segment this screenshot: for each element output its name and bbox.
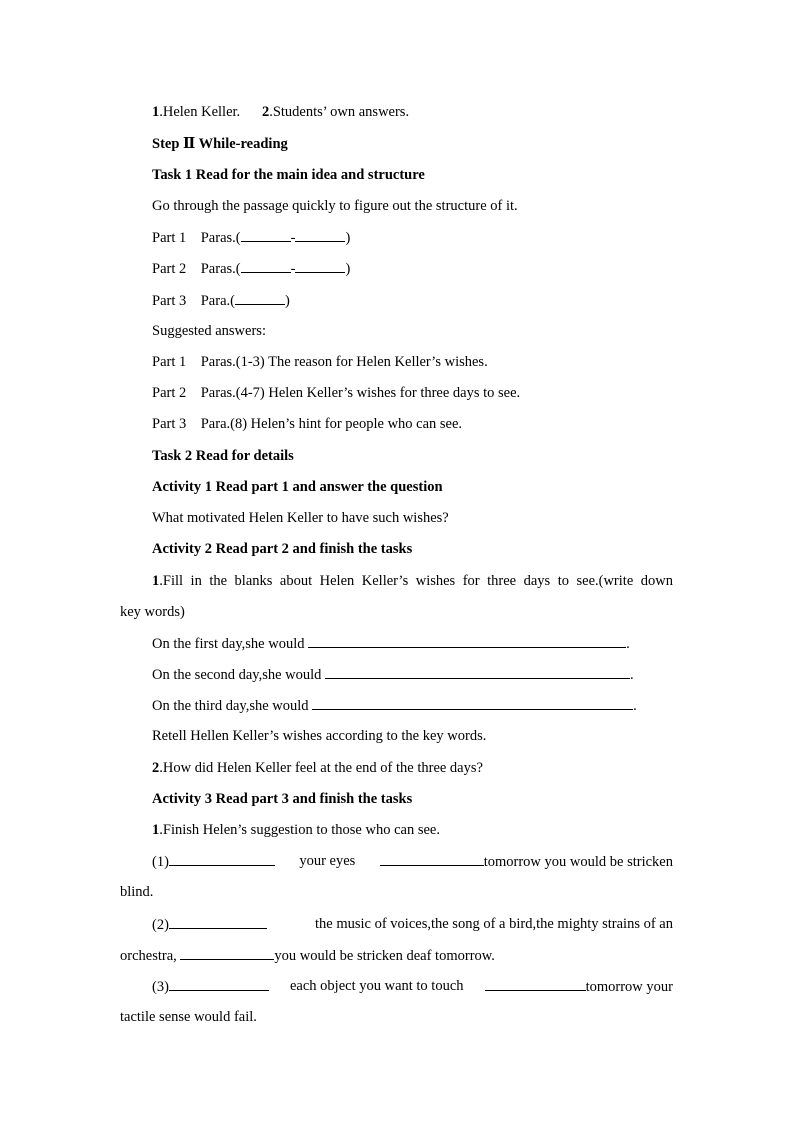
- intro-answers: [152, 103, 409, 121]
- paras-label: Para.(: [200, 293, 235, 309]
- activity2-q2: [152, 759, 483, 777]
- answer-text: Para.(8) Helen’s hint for people who can see.: [200, 416, 463, 432]
- sentence-number: (2): [152, 917, 169, 933]
- separator: -: [290, 230, 296, 246]
- day-row: [152, 696, 637, 715]
- answer-text: Paras.(1-3) The reason for Helen Keller’s wishes.: [200, 354, 488, 370]
- sentence-text: orchestra,: [120, 948, 177, 964]
- activity3-q1: [152, 821, 440, 839]
- close-paren: ): [345, 230, 351, 246]
- activity2-q1: [152, 572, 673, 590]
- part-label: Part 2: [152, 385, 187, 401]
- fill-blank[interactable]: [169, 852, 275, 866]
- sentence-text: tomorrow you would be stricken: [483, 854, 673, 870]
- activity2-heading: Activity 2 Read part 2 and finish the tasks: [152, 541, 413, 557]
- part-label: Part 3: [152, 293, 187, 309]
- answer-text: .Students’ own answers.: [269, 104, 410, 120]
- fill-blank[interactable]: [241, 259, 291, 273]
- sentence-number: (1): [152, 854, 169, 870]
- answer-row: [152, 353, 488, 371]
- question-text: .How did Helen Keller feel at the end of the three days?: [159, 760, 483, 776]
- part-blank-row: [152, 291, 290, 310]
- fill-blank[interactable]: [235, 291, 285, 305]
- task2-heading: Task 2 Read for details: [152, 448, 294, 464]
- answer-number: 2: [261, 104, 270, 120]
- period: .: [633, 698, 637, 714]
- activity2-q1-cont: key words): [120, 604, 185, 620]
- fill-blank[interactable]: [241, 228, 291, 242]
- day-text: On the second day,she would: [152, 667, 322, 683]
- answer-text: Paras.(4-7) Helen Keller’s wishes for three days to see.: [200, 385, 521, 401]
- answer-text: .Helen Keller.: [159, 104, 241, 120]
- suggestion-1-cont: blind.: [120, 884, 154, 900]
- task1-instruction: Go through the passage quickly to figure out the structure of it.: [152, 198, 518, 214]
- retell-instruction: Retell Hellen Keller’s wishes according to the key words.: [152, 728, 487, 744]
- activity1-heading: Activity 1 Read part 1 and answer the question: [152, 479, 443, 495]
- part-label: Part 1: [152, 354, 187, 370]
- suggestion-3-cont: tactile sense would fail.: [120, 1009, 257, 1025]
- period: .: [626, 636, 630, 652]
- suggested-answers-label: Suggested answers:: [152, 323, 266, 339]
- period: .: [630, 667, 634, 683]
- fill-blank[interactable]: [485, 977, 586, 991]
- question-number: 1: [152, 822, 160, 838]
- part-label: Part 1: [152, 230, 187, 246]
- sentence-text: each object you want to touch: [289, 978, 464, 994]
- day-row: [152, 634, 630, 653]
- close-paren: ): [345, 261, 351, 277]
- day-text: On the third day,she would: [152, 698, 309, 714]
- suggestion-2-cont: [120, 946, 495, 965]
- question-text: .Finish Helen’s suggestion to those who can see.: [159, 822, 440, 838]
- question-number: 1: [152, 573, 160, 589]
- fill-blank[interactable]: [295, 259, 345, 273]
- task1-heading: Task 1 Read for the main idea and structure: [152, 167, 425, 183]
- fill-blank[interactable]: [308, 634, 626, 648]
- fill-blank[interactable]: [380, 852, 484, 866]
- sentence-text: tomorrow your: [585, 979, 673, 995]
- part-label: Part 2: [152, 261, 187, 277]
- fill-blank[interactable]: [180, 946, 274, 960]
- step-heading: Step Ⅱ While-reading: [152, 136, 288, 152]
- separator: -: [290, 261, 296, 277]
- fill-blank[interactable]: [295, 228, 345, 242]
- answer-row: [152, 384, 520, 402]
- answer-row: [152, 415, 462, 433]
- day-text: On the first day,she would: [152, 636, 305, 652]
- suggestion-2: [152, 915, 673, 934]
- activity1-question: What motivated Helen Keller to have such wishes?: [152, 510, 449, 526]
- sentence-number: (3): [152, 979, 169, 995]
- question-text: .Fill in the blanks about Helen Keller’s wishes for three days to see.(write down: [159, 573, 673, 589]
- suggestion-1: [152, 852, 673, 871]
- sentence-text: you would be stricken deaf tomorrow.: [274, 948, 495, 964]
- day-row: [152, 665, 634, 684]
- answer-number: 1: [152, 104, 160, 120]
- part-blank-row: [152, 228, 350, 247]
- activity3-heading: Activity 3 Read part 3 and finish the tasks: [152, 791, 413, 807]
- part-blank-row: [152, 259, 350, 278]
- close-paren: ): [284, 293, 290, 309]
- fill-blank[interactable]: [312, 696, 633, 710]
- sentence-text: the music of voices,the song of a bird,the mighty strains of an: [315, 916, 673, 932]
- paras-label: Paras.(: [200, 230, 241, 246]
- paras-label: Paras.(: [200, 261, 241, 277]
- part-label: Part 3: [152, 416, 187, 432]
- sentence-text: your eyes: [299, 853, 356, 869]
- fill-blank[interactable]: [169, 915, 267, 929]
- fill-blank[interactable]: [169, 977, 269, 991]
- fill-blank[interactable]: [325, 665, 630, 679]
- suggestion-3: [152, 977, 673, 996]
- question-number: 2: [152, 760, 160, 776]
